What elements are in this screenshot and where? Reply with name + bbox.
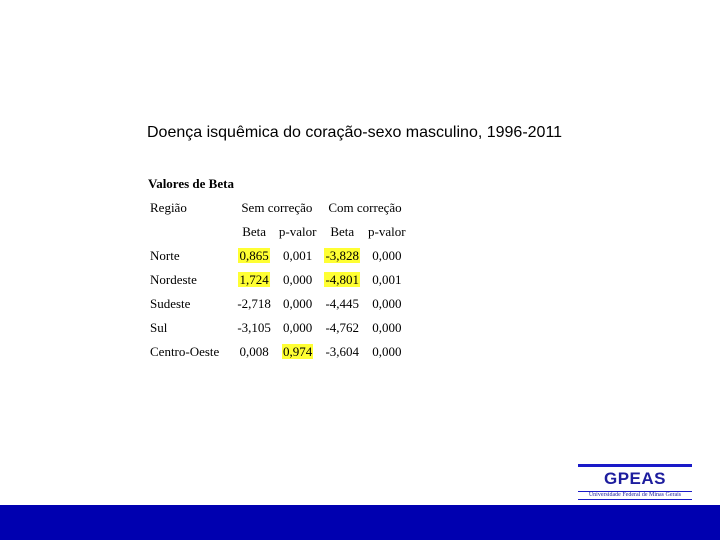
table-row xyxy=(146,268,410,292)
beta-sem-value: -3,105 xyxy=(237,320,271,335)
region-name: Nordeste xyxy=(150,272,197,287)
pvalor-sem-value: 0,000 xyxy=(283,296,313,311)
region-name: Sul xyxy=(150,320,168,335)
table-row xyxy=(146,244,410,268)
table-row xyxy=(146,292,410,316)
subheader-beta-sem: Beta xyxy=(242,224,267,239)
region-name: Sudeste xyxy=(150,296,191,311)
beta-table xyxy=(146,196,410,364)
beta-com-value: -3,828 xyxy=(325,248,360,263)
subheader-beta-com: Beta xyxy=(330,224,355,239)
footer-bar xyxy=(0,505,720,540)
pvalor-sem-value: 0,000 xyxy=(283,272,313,287)
pvalor-sem-value: 0,000 xyxy=(283,320,313,335)
region-name: Centro-Oeste xyxy=(150,344,220,359)
logo-rule xyxy=(578,464,692,467)
beta-sem-value: -2,718 xyxy=(237,296,271,311)
beta-sem-value: 0,008 xyxy=(239,344,269,359)
pvalor-sem-value: 0,974 xyxy=(283,344,313,359)
pvalor-com-value: 0,000 xyxy=(372,344,402,359)
beta-com-value: -3,604 xyxy=(325,344,360,359)
table-subheader-row xyxy=(146,220,410,244)
header-sem-correcao: Sem correção xyxy=(241,200,313,215)
beta-com-value: -4,445 xyxy=(325,296,360,311)
region-name: Norte xyxy=(150,248,180,263)
gpeas-logo xyxy=(578,464,692,502)
pvalor-com-value: 0,001 xyxy=(372,272,402,287)
table-row xyxy=(146,316,410,340)
pvalor-sem-value: 0,001 xyxy=(283,248,313,263)
beta-sem-value: 1,724 xyxy=(239,272,269,287)
subheader-pvalor-sem: p-valor xyxy=(278,224,317,239)
logo-subtitle: Universidade Federal de Minas Gerais xyxy=(588,492,682,498)
table-row xyxy=(146,340,410,364)
slide-title: Doença isquêmica do coração-sexo masculino, 1996-2011 xyxy=(147,124,563,141)
pvalor-com-value: 0,000 xyxy=(372,248,402,263)
pvalor-com-value: 0,000 xyxy=(372,296,402,311)
beta-com-value: -4,801 xyxy=(325,272,360,287)
header-regiao: Região xyxy=(150,200,187,215)
pvalor-com-value: 0,000 xyxy=(372,320,402,335)
table-header-row xyxy=(146,196,410,220)
subheader-pvalor-com: p-valor xyxy=(368,224,406,239)
beta-sem-value: 0,865 xyxy=(239,248,269,263)
table-caption: Valores de Beta xyxy=(148,176,234,191)
beta-com-value: -4,762 xyxy=(325,320,360,335)
logo-name: GPEAS xyxy=(603,469,667,488)
header-com-correcao: Com correção xyxy=(328,200,402,215)
logo-rule xyxy=(578,499,692,500)
